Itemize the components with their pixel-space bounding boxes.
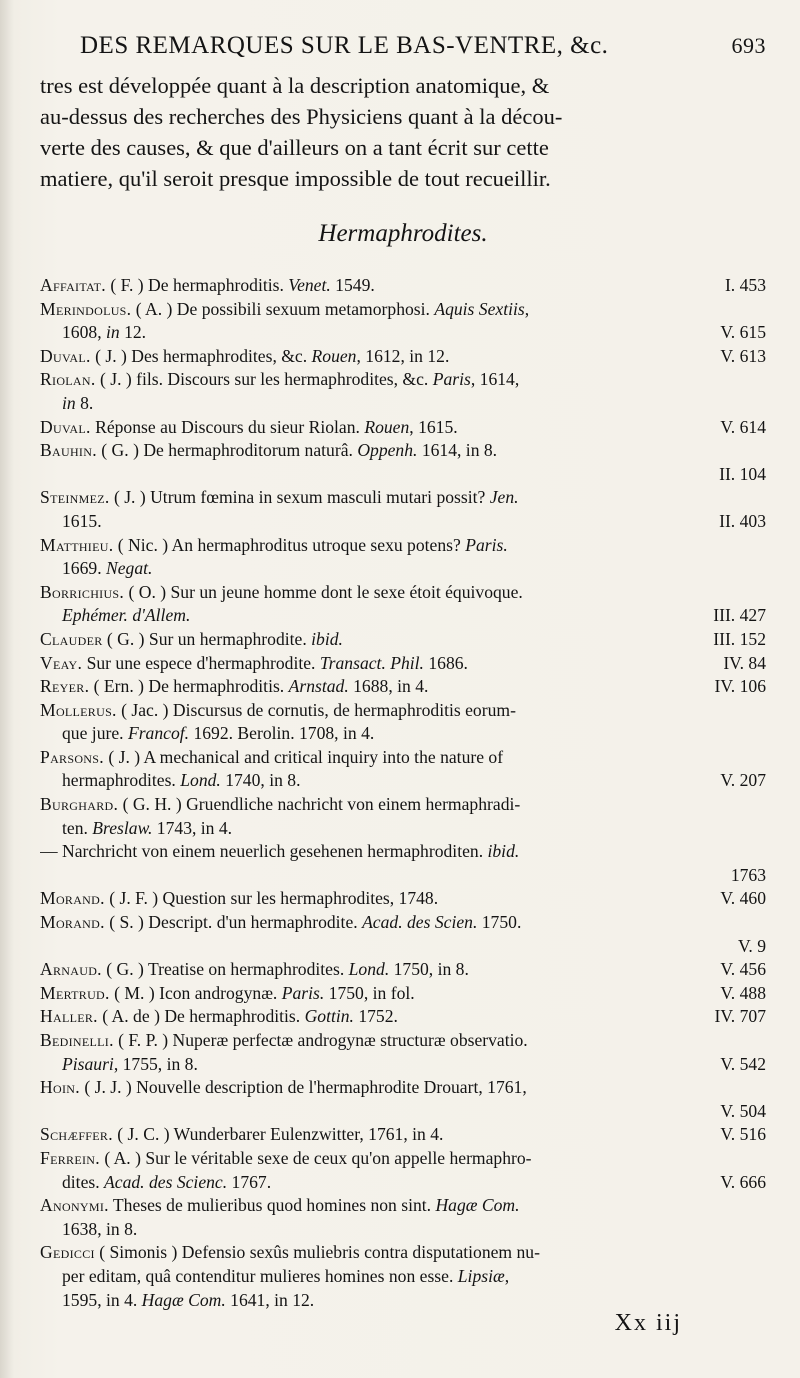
entry-imprint: 1740, in 8. [220,770,301,791]
entry-italic: Hagæ Com. [141,1289,226,1310]
entry-author: Arnaud. [40,959,102,980]
entry-imprint: 1750, in 8. [389,959,469,980]
entry-line [40,1053,766,1077]
entry-italic: Oppenh. [357,440,418,461]
volume-page-ref: V. 460 [720,888,766,909]
entry-author: Bauhin. [40,440,97,461]
entry-author: Mollerus. [40,699,117,720]
entry-title: ( G. H. ) Gruendliche nachricht von einem hermaphradi- [118,794,521,815]
entry-text [62,321,146,345]
entry-text [40,911,521,935]
entry-title: ( M. ) Icon androgynæ. [109,982,282,1003]
entry-title: per editam, quâ contenditur mulieres homines non esse. [62,1265,458,1286]
entry-title: 1638, in 8. [62,1218,138,1239]
entry-italic: Venet. [288,275,331,295]
entry-author: Merindolus. [40,298,132,319]
entry-text [40,581,523,605]
entry-line [40,581,766,605]
entry-line [40,652,766,676]
entry-line [40,840,766,864]
intro-line: tres est développée quant à la description anatomique, & [40,73,550,98]
entry-text [40,652,468,676]
volume-page-ref: V. 516 [720,1124,766,1145]
volume-page-ref: V. 488 [720,982,766,1003]
entry-text [40,1194,520,1218]
entry-italic: Acad. des Scien. [362,912,478,933]
entry-italic: Jen. [489,487,519,508]
entry-title: 1608, [62,322,106,343]
entry-line [40,1265,766,1289]
entry-text [62,1171,271,1195]
intro-paragraph [40,70,766,194]
entry-text [40,675,428,699]
entry-text [40,958,469,982]
entry-text [40,793,520,817]
entry-line [40,1147,766,1171]
entry-text [40,534,508,558]
entry-author: Ferrein. [40,1147,100,1168]
entry-text [40,982,415,1006]
bibliography-entry [40,1194,766,1241]
bibliography-entry [40,840,766,887]
entry-title: 1615. [62,510,102,531]
bibliography-entry [40,652,766,676]
entry-line [40,769,766,793]
entry-title: ( J. ) fils. Discours sur les hermaphrodites, &c. [95,369,433,390]
entry-text [62,510,102,534]
entry-italic: Paris. [465,534,508,555]
entry-text [62,769,300,793]
entry-text [62,392,93,416]
entry-text [62,1218,137,1242]
entry-italic: ibid. [487,841,520,862]
entry-author: Reyer. [40,676,90,697]
entry-text [40,746,503,770]
entry-text [40,1029,528,1053]
bibliography-entry [40,911,766,958]
bibliography-entry [40,958,766,982]
bibliography-entry [40,746,766,793]
volume-page-ref: II. 403 [719,510,766,531]
entry-line [40,1100,766,1124]
entry-author: Haller. [40,1006,98,1027]
entry-line [40,722,766,746]
entry-text [40,1147,532,1171]
entry-imprint: 8. [75,392,94,413]
entry-title: ( Ern. ) De hermaphroditis. [89,676,289,697]
entry-line [40,368,766,392]
entry-italic: in [105,322,120,343]
entry-line [40,699,766,723]
volume-page-ref: V. 614 [720,416,766,437]
entry-imprint: 1743, in 4. [152,817,233,838]
bibliography-entry [40,699,766,746]
entry-italic: Gottin. [304,1006,354,1027]
entry-text [62,817,232,841]
entry-title: Theses de mulieribus quod homines non sint. [108,1195,436,1216]
entry-title: hermaphrodites. [62,770,181,791]
entry-italic: Hagæ Com. [435,1195,520,1216]
entry-italic: Transact. Phil. [319,652,424,673]
entry-imprint: 1688, in 4. [348,676,429,697]
bibliography-entry [40,675,766,699]
entry-line [40,958,766,982]
page-number: 693 [731,33,766,58]
volume-page-ref: V. 666 [720,1171,766,1192]
entry-line [40,1123,766,1147]
entry-title: ( J. C. ) Wunderbarer Eulenzwitter, 1761, in 4. [112,1124,444,1145]
entry-italic: Ephémer. d'Allem. [62,605,191,626]
bibliography-entry [40,274,766,298]
entry-text [40,345,449,369]
entry-italic: Negat. [105,558,153,579]
entry-line [40,675,766,699]
entry-line [40,911,766,935]
entry-title: dites. [62,1171,105,1192]
entry-line [40,1076,766,1100]
running-head [80,32,766,68]
entry-text [40,368,519,392]
entry-imprint: , 1612, in 12. [356,345,450,366]
bibliography-entry [40,534,766,581]
entry-title: ten. [62,817,93,838]
entry-author: Borrichius. [40,581,125,602]
entry-author: Hoin. [40,1077,80,1098]
entry-title: que jure. [62,723,128,744]
entry-title: ( J. F. ) Question sur les hermaphrodites, 1748. [104,888,439,909]
entry-author: Steinmez. [40,487,110,508]
entry-line [40,298,766,322]
volume-page-ref: V. 207 [720,770,766,791]
entry-text [40,274,375,298]
entry-author: Duval. [40,416,91,437]
entry-author: Mertrud. [40,982,110,1003]
entry-title: ( J. ) Utrum fœmina in sexum masculi mutari possit? [109,487,490,508]
bibliography-entry [40,982,766,1006]
entry-title: — Narchricht von einem neuerlich gesehenen hermaphroditen. [40,841,488,862]
entry-line [40,793,766,817]
entry-title: ( F. ) De hermaphroditis. [105,275,289,295]
entry-italic: Breslaw. [92,817,153,838]
entry-title: ( J. ) A mechanical and critical inquiry into the nature of [103,746,504,767]
entry-title: 1669. [62,558,106,579]
entry-line [40,935,766,959]
intro-line: verte des causes, & que d'ailleurs on a tant écrit sur cette [40,135,549,160]
bibliography-entry [40,1241,766,1312]
entry-line [40,1029,766,1053]
entry-line [40,604,766,628]
entry-line [40,510,766,534]
entry-italic: ibid. [311,628,343,649]
bibliography-entry [40,368,766,415]
entry-line [40,887,766,911]
bibliography-entry [40,298,766,345]
entry-imprint: 1750, in fol. [324,982,415,1003]
entry-line [40,321,766,345]
volume-page-ref: V. 504 [720,1100,766,1121]
volume-page-ref: IV. 707 [714,1006,766,1027]
entry-imprint: , 1755, in 8. [113,1053,198,1074]
entry-imprint: 1549. [330,275,375,295]
entry-line [40,557,766,581]
entry-imprint: 1767. [227,1171,272,1192]
entry-title: ( A. de ) De hermaphroditis. [97,1006,305,1027]
entry-line [40,1218,766,1242]
bibliography-entry [40,1147,766,1194]
entry-line [40,1171,766,1195]
entry-line [40,864,766,888]
volume-page-ref: V. 542 [720,1053,766,1074]
entry-author: Burghard. [40,794,119,815]
volume-page-ref: 1763 [730,864,766,885]
entry-text [40,840,519,864]
volume-page-ref: II. 104 [719,463,766,484]
entry-line [40,392,766,416]
running-head-title: DES REMARQUES SUR LE BAS-VENTRE, &c. [80,32,609,59]
bibliography-entry [40,1005,766,1029]
entry-title: Réponse au Discours du sieur Riolan. [90,416,365,437]
entry-line [40,817,766,841]
entry-title: ( Jac. ) Discursus de cornutis, de hermaphroditis eorum- [116,699,516,720]
entry-author: Veay. [40,652,83,673]
entry-author: Clauder [40,628,103,649]
signature-mark: Xx iij [614,1310,682,1336]
entry-title: ( G. ) De hermaphroditorum naturâ. [96,440,358,461]
entry-text [62,1053,198,1077]
entry-author: Bedinelli. [40,1030,114,1050]
entry-author: Morand. [40,912,105,933]
entry-line [40,1005,766,1029]
entry-text [62,1265,509,1289]
entry-author: Parsons. [40,746,104,767]
entry-imprint: , [524,298,530,319]
entry-italic: Arnstad. [288,676,349,697]
entry-imprint: , [504,1265,510,1286]
entry-line [40,274,766,298]
entry-title: ( Nic. ) An hermaphroditus utroque sexu potens? [113,534,466,555]
entry-imprint: 1750. [477,912,522,933]
bibliography-list [40,274,766,1312]
intro-line: au-dessus des recherches des Physiciens quant à la décou- [40,104,563,129]
entry-author: Duval. [40,345,91,366]
entry-title: ( O. ) Sur un jeune homme dont le sexe étoit équivoque. [124,581,523,602]
intro-line: matiere, qu'il seroit presque impossible de tout recueillir. [40,166,551,191]
bibliography-entry [40,793,766,840]
bibliography-entry [40,1076,766,1123]
entry-italic: Lond. [348,959,390,980]
entry-imprint: 1614, in 8. [417,440,498,461]
entry-italic: Lond. [180,770,221,791]
entry-title: ( G. ) Treatise on hermaphrodites. [101,959,349,980]
entry-text [40,887,438,911]
entry-imprint: , 1615. [409,416,458,437]
entry-title: ( A. ) Sur le véritable sexe de ceux qu'on appelle hermaphro- [99,1147,532,1168]
entry-imprint: , 1614, [470,369,520,390]
entry-text [40,1005,398,1029]
entry-line [40,439,766,463]
entry-line [40,486,766,510]
entry-author: Schæffer. [40,1124,113,1145]
entry-author: Matthieu. [40,534,114,555]
entry-italic: Pisauri [62,1053,114,1074]
entry-author: Anonymi. [40,1195,109,1216]
entry-imprint: 1686. [423,652,468,673]
volume-page-ref: I. 453 [724,275,766,295]
volume-page-ref: III. 427 [713,605,766,626]
entry-italic: Acad. des Scienc. [104,1171,228,1192]
entry-italic: Lipsiæ [457,1265,505,1286]
entry-text [40,486,519,510]
volume-page-ref: V. 456 [720,959,766,980]
entry-title: ( J. ) Des hermaphrodites, &c. [90,345,312,366]
entry-imprint: 12. [119,322,147,343]
entry-line [40,982,766,1006]
entry-italic: Aquis Sextiis [434,298,525,319]
entry-author: Riolan. [40,369,96,390]
volume-page-ref: III. 152 [713,628,766,649]
bibliography-entry [40,486,766,533]
bibliography-entry [40,628,766,652]
entry-line [40,1194,766,1218]
entry-italic: in [62,392,76,413]
volume-page-ref: IV. 106 [714,676,766,697]
entry-title: Sur une espece d'hermaphrodite. [82,652,320,673]
entry-line [40,345,766,369]
entry-text [40,1123,443,1147]
entry-line [40,1289,766,1313]
volume-page-ref: V. 613 [720,345,766,366]
entry-italic: Francof. [127,723,190,744]
entry-italic: Rouen [311,345,357,366]
entry-imprint: 1641, in 12. [225,1289,315,1310]
volume-page-ref: IV. 84 [723,652,766,673]
entry-text [40,298,529,322]
entry-text [40,628,343,652]
bibliography-entry [40,439,766,486]
entry-text [62,557,152,581]
bibliography-entry [40,581,766,628]
bibliography-entry [40,345,766,369]
volume-page-ref: V. 9 [737,935,766,956]
entry-title: ( S. ) Descript. d'un hermaphrodite. [104,912,363,933]
entry-line [40,628,766,652]
entry-text [62,1289,314,1313]
entry-text [62,722,374,746]
entry-title: ( A. ) De possibili sexuum metamorphosi. [131,298,435,319]
entry-title: ( G. ) Sur un hermaphrodite. [102,628,312,649]
entry-title: ( J. J. ) Nouvelle description de l'hermaphrodite Drouart, 1761, [79,1077,527,1098]
entry-line [40,534,766,558]
entry-author: Affaitat. [40,275,106,295]
bibliography-entry [40,416,766,440]
entry-line [40,1241,766,1265]
entry-italic: Rouen [364,416,410,437]
entry-text [40,699,516,723]
entry-title: ( F. P. ) Nuperæ perfectæ androgynæ structuræ observatio. [113,1030,528,1050]
entry-title: 1595, in 4. [62,1289,142,1310]
entry-text [40,1076,527,1100]
entry-line [40,463,766,487]
volume-page-ref: V. 615 [720,322,766,343]
entry-imprint: 1692. Berolin. 1708, in 4. [189,723,375,744]
bibliography-entry [40,1123,766,1147]
entry-text [40,439,497,463]
bibliography-entry [40,1029,766,1076]
entry-author: Gedicci [40,1242,95,1263]
entry-text [40,416,458,440]
entry-italic: Paris [432,369,471,390]
entry-title: ( Simonis ) Defensio sexûs muliebris contra disputationem nu- [94,1242,540,1263]
entry-text [62,604,190,628]
entry-author: Morand. [40,888,105,909]
entry-line [40,416,766,440]
entry-text [40,1241,540,1265]
entry-line [40,746,766,770]
entry-italic: Paris. [281,982,325,1003]
bibliography-entry [40,887,766,911]
section-title: Hermaphrodites. [318,220,488,247]
entry-imprint: 1752. [353,1006,398,1027]
